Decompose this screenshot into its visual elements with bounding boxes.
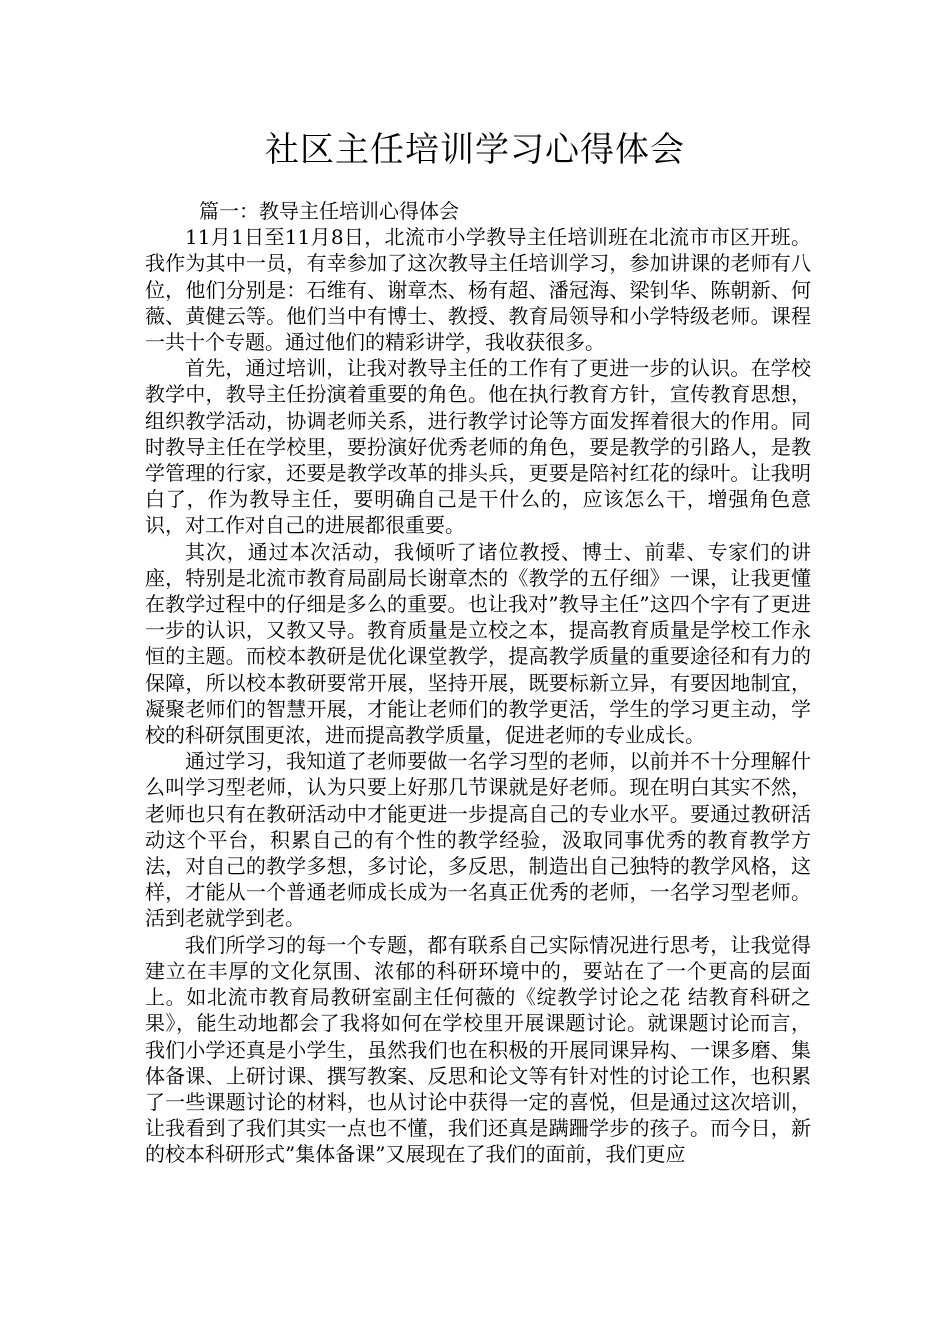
document-body: [145, 198, 811, 1168]
paragraph-4: 通过学习，我知道了老师要做一名学习型的老师，以前并不十分理解什么叫学习型老师，认为只要上好那几节课就是好老师。现在明白其实不然，老师也只有在教研活动中才能更进一步提高自己的专业水平。要通过教研活动这个平台，积累自己的有个性的教学经验，汲取同事优秀的教育教学方法，对自己的教学多想，多讨论，多反思，制造出自己独特的教学风格，这样，才能从一个普通老师成长成为一名真正优秀的老师，一名学习型老师。活到老就学到老。: [145, 749, 811, 931]
section-heading: 篇一：教导主任培训心得体会: [199, 199, 459, 223]
paragraph-5: 我们所学习的每一个专题，都有联系自己实际情况进行思考，让我觉得建立在丰厚的文化氛围、浓郁的科研环境中的，要站在了一个更高的层面上。如北流市教育局教研室副主任何薇的《绽教学讨论之花 结教育科研之果》，能生动地都会了我将如何在学校里开展课题讨论。就课题讨论而言，我们小学还真是小学生，虽然我们也在积极的开展同课异构、一课多磨、集体备课、上研讨课、撰写教案、反思和论文等有针对性的讨论工作，也积累了一些课题讨论的材料，也从讨论中获得一定的喜悦，但是通过这次培训，让我看到了我们其实一点也不懂，我们还真是蹒跚学步的孩子。而今日，新的校本科研形式”集体备课”又展现在了我们的面前，我们更应: [145, 932, 811, 1167]
paragraph-3: 其次，通过本次活动，我倾听了诸位教授、博士、前辈、专家们的讲座，特别是北流市教育局副局长谢章杰的《教学的五仔细》一课，让我更懂在教学过程中的仔细是多么的重要。也让我对”教导主任”这四个字有了更进一步的认识，又教又导。教育质量是立校之本，提高教育质量是学校工作永恒的主题。而校本教研是优化课堂教学，提高教学质量的重要途径和有力的保障，所以校本教研要常开展，坚持开展，既要标新立异，有要因地制宜，凝聚老师们的智慧开展，才能让老师们的教学更活，学生的学习更主动，学校的科研氛围更浓，进而提高教学质量，促进老师的专业成长。: [145, 539, 811, 748]
page-title: 社区主任培训学习心得体会: [265, 130, 685, 170]
paragraph-2: 首先，通过培训，让我对教导主任的工作有了更进一步的认识。在学校教学中，教导主任扮演着重要的角色。他在执行教育方针，宣传教育思想，组织教学活动，协调老师关系，进行教学讨论等方面发挥着很大的作用。同时教导主任在学校里，要扮演好优秀老师的角色，要是教学的引路人，是教学管理的行家，还要是教学改革的排头兵，更要是陪衬红花的绿叶。让我明白了，作为教导主任，要明确自己是干什么的，应该怎么干，增强角色意识，对工作对自己的进展都很重要。: [145, 356, 811, 538]
paragraph-1: 11月1日至11月8日，北流市小学教导主任培训班在北流市市区开班。我作为其中一员，有幸参加了这次教导主任培训学习，参加讲课的老师有八位，他们分别是：石维有、谢章杰、杨有超、潘冠海、梁钊华、陈朝新、何薇、黄健云等。他们当中有博士、教授、教育局领导和小学特级老师。课程一共十个专题。通过他们的精彩讲学，我收获很多。: [145, 225, 811, 355]
